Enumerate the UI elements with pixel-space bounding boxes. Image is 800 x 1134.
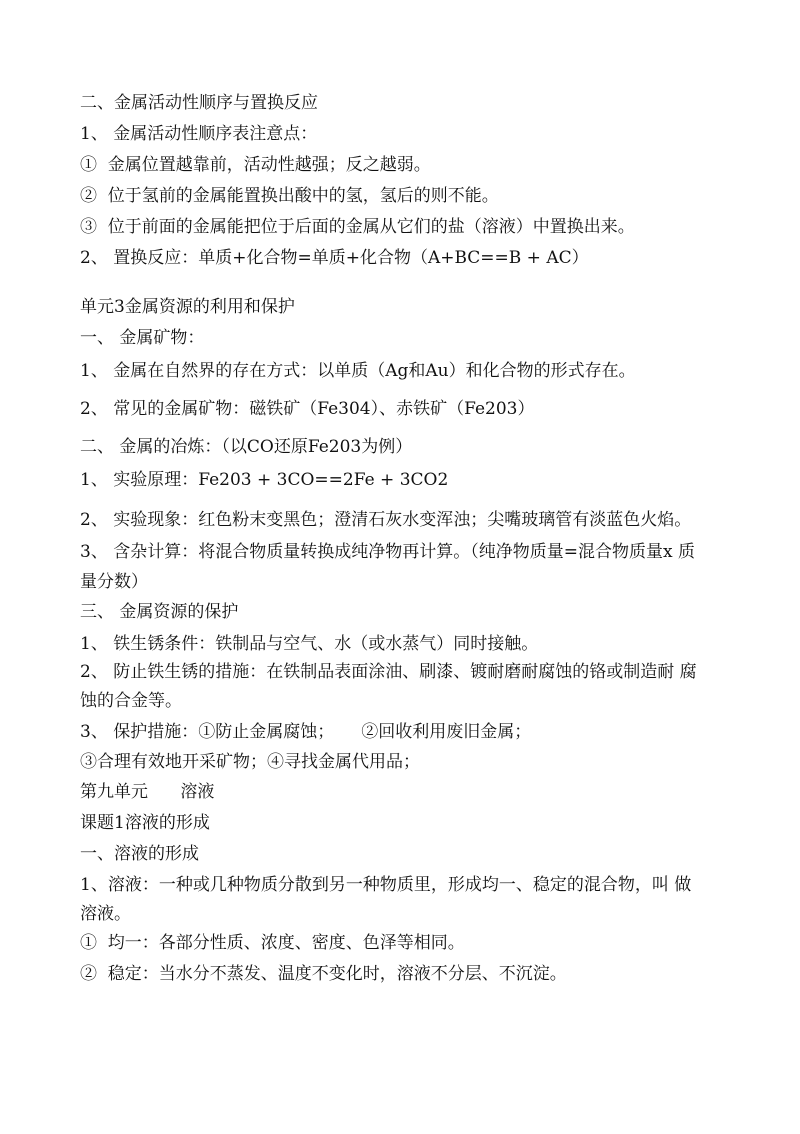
text-line: 2、 防止铁生锈的措施：在铁制品表面涂油、刷漆、镀耐磨耐腐蚀的铬或制造耐 腐: [80, 662, 697, 682]
text-line: 蚀的合金等。: [80, 691, 182, 711]
unit-heading: 第九单元 溶液: [80, 782, 215, 802]
section-heading: 二、 金属的冶炼：（以CO还原Fe203为例）: [80, 437, 413, 457]
text-line: 溶液。: [80, 904, 131, 924]
text-line: 2、 常见的金属矿物：磁铁矿（Fe304）、赤铁矿（Fe203）: [80, 399, 535, 419]
text-line: 1、 实验原理：Fe203 + 3CO==2Fe + 3CO2: [80, 470, 449, 490]
text-line: ② 位于氢前的金属能置换出酸中的氢，氢后的则不能。: [80, 186, 499, 206]
text-line: 2、 置换反应：单质+化合物=单质+化合物（A+BC==B + AC）: [80, 248, 589, 268]
section-heading: 二、金属活动性顺序与置换反应: [80, 93, 318, 113]
text-line: 3、 含杂计算：将混合物质量转换成纯净物再计算。（纯净物质量=混合物质量x 质: [80, 542, 695, 562]
text-line: ① 均一：各部分性质、浓度、密度、色泽等相同。: [80, 933, 465, 953]
text-line: 1、 金属活动性顺序表注意点：: [80, 124, 318, 144]
text-line: 1、 铁生锈条件：铁制品与空气、水（或水蒸气）同时接触。: [80, 634, 539, 654]
text-line: 1、 金属在自然界的存在方式：以单质（Ag和Au）和化合物的形式存在。: [80, 361, 636, 381]
text-line: ③合理有效地开采矿物；④寻找金属代用品；: [80, 752, 420, 772]
text-line: ② 稳定：当水分不蒸发、温度不变化时，溶液不分层、不沉淀。: [80, 964, 567, 984]
text-line: ③ 位于前面的金属能把位于后面的金属从它们的盐（溶液）中置换出来。: [80, 217, 635, 237]
text-line: 量分数）: [80, 572, 148, 592]
text-line: 1、溶液：一种或几种物质分散到另一种物质里，形成均一、稳定的混合物，叫 做: [80, 875, 692, 895]
text-line: 2、 实验现象：红色粉末变黑色；澄清石灰水变浑浊；尖嘴玻璃管有淡蓝色火焰。: [80, 510, 692, 530]
section-heading: 一、 金属矿物：: [80, 328, 205, 348]
text-line: 3、 保护措施：①防止金属腐蚀； ②回收利用废旧金属；: [80, 722, 532, 742]
section-heading: 一、溶液的形成: [80, 844, 199, 864]
text-line: ① 金属位置越靠前，活动性越强；反之越弱。: [80, 155, 431, 175]
section-heading: 三、 金属资源的保护: [80, 602, 239, 622]
section-heading: 单元3金属资源的利用和保护: [80, 297, 295, 317]
lesson-heading: 课题1溶液的形成: [80, 813, 210, 833]
